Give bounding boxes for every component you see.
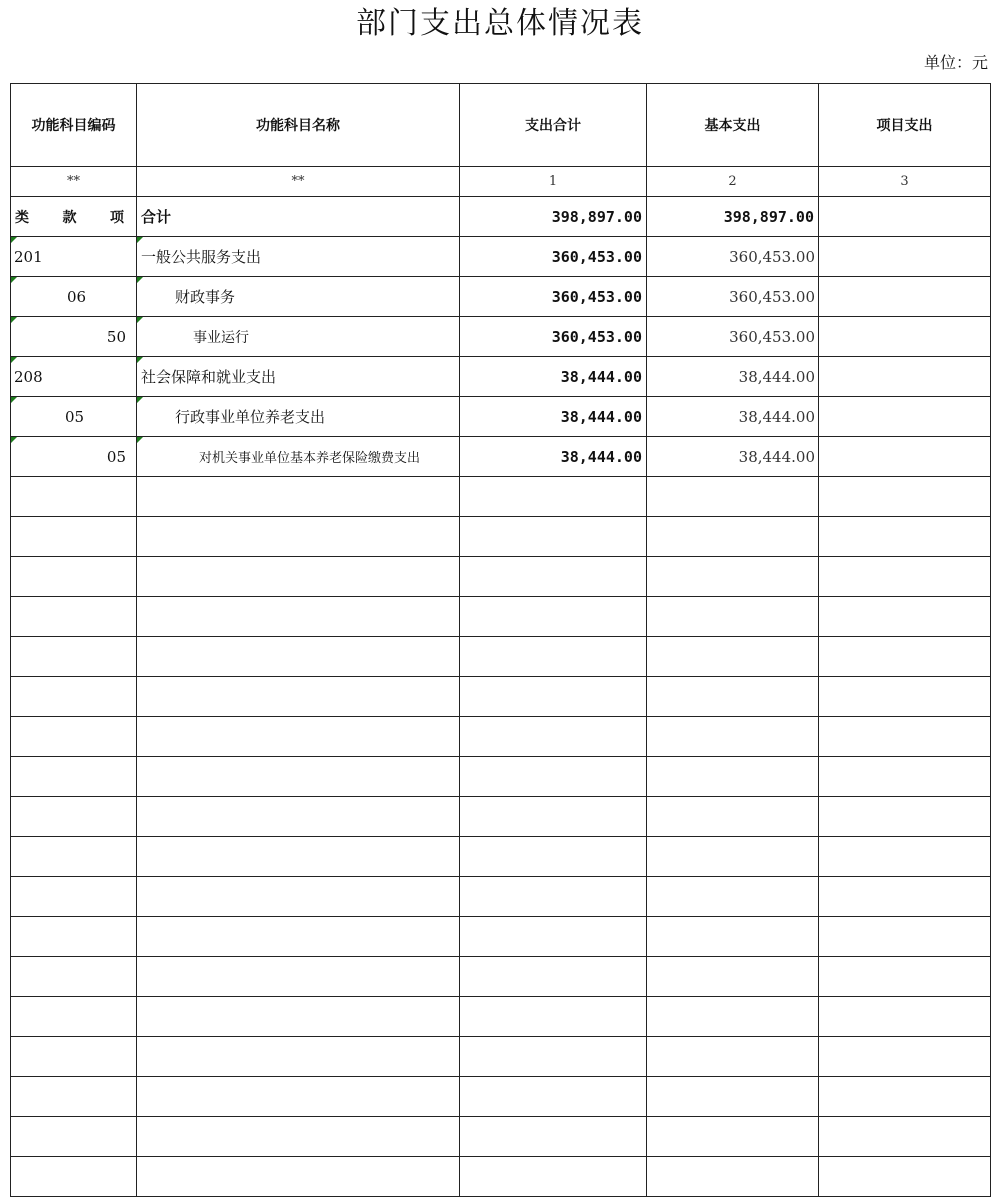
category-label-lei: 类 xyxy=(15,209,29,226)
empty-row xyxy=(11,637,991,677)
index-cell: ** xyxy=(11,167,137,197)
basic-expenditure: 360,453.00 xyxy=(647,277,819,317)
project-expenditure xyxy=(819,357,991,397)
project-expenditure xyxy=(819,237,991,277)
function-code: 50 xyxy=(11,317,137,357)
category-labels-cell xyxy=(11,197,137,237)
category-label-xiang: 项 xyxy=(110,209,124,226)
function-name: 对机关事业单位基本养老保险缴费支出 xyxy=(137,437,460,477)
basic-expenditure: 38,444.00 xyxy=(647,357,819,397)
total-expenditure: 38,444.00 xyxy=(460,437,647,477)
index-cell: 3 xyxy=(819,167,991,197)
empty-row xyxy=(11,1157,991,1197)
empty-row xyxy=(11,1037,991,1077)
total-expenditure: 360,453.00 xyxy=(460,237,647,277)
header-name: 功能科目名称 xyxy=(137,84,460,167)
empty-row xyxy=(11,477,991,517)
project-expenditure xyxy=(819,397,991,437)
empty-row xyxy=(11,1117,991,1157)
empty-row xyxy=(11,717,991,757)
function-code: 208 xyxy=(11,357,137,397)
table-row xyxy=(11,437,991,477)
index-cell: 1 xyxy=(460,167,647,197)
empty-row xyxy=(11,757,991,797)
total-project xyxy=(819,197,991,237)
basic-expenditure: 38,444.00 xyxy=(647,437,819,477)
total-expenditure: 38,444.00 xyxy=(460,357,647,397)
empty-row xyxy=(11,557,991,597)
table-row xyxy=(11,277,991,317)
expenditure-table xyxy=(10,83,991,1197)
empty-row xyxy=(11,517,991,557)
unit-label: 单位：元 xyxy=(923,53,988,72)
total-basic: 398,897.00 xyxy=(647,197,819,237)
project-expenditure xyxy=(819,317,991,357)
index-cell: 2 xyxy=(647,167,819,197)
table-row xyxy=(11,397,991,437)
header-project: 项目支出 xyxy=(819,84,991,167)
empty-row xyxy=(11,917,991,957)
empty-row xyxy=(11,877,991,917)
basic-expenditure: 38,444.00 xyxy=(647,397,819,437)
empty-row xyxy=(11,597,991,637)
empty-row xyxy=(11,1077,991,1117)
function-code: 05 xyxy=(11,437,137,477)
basic-expenditure: 360,453.00 xyxy=(647,237,819,277)
empty-row xyxy=(11,997,991,1037)
total-expenditure: 360,453.00 xyxy=(460,317,647,357)
index-row xyxy=(11,167,991,197)
page-title: 部门支出总体情况表 xyxy=(356,6,644,41)
total-row xyxy=(11,197,991,237)
table-row xyxy=(11,237,991,277)
empty-row xyxy=(11,837,991,877)
category-label-kuan: 款 xyxy=(62,209,77,226)
function-name: 行政事业单位养老支出 xyxy=(137,397,460,437)
function-name: 事业运行 xyxy=(137,317,460,357)
project-expenditure xyxy=(819,277,991,317)
empty-row xyxy=(11,957,991,997)
header-row xyxy=(11,84,991,167)
project-expenditure xyxy=(819,437,991,477)
function-code: 06 xyxy=(11,277,137,317)
function-code: 05 xyxy=(11,397,137,437)
basic-expenditure: 360,453.00 xyxy=(647,317,819,357)
table-row xyxy=(11,357,991,397)
total-expenditure: 360,453.00 xyxy=(460,277,647,317)
total-sum: 398,897.00 xyxy=(460,197,647,237)
header-total: 支出合计 xyxy=(460,84,647,167)
header-code: 功能科目编码 xyxy=(11,84,137,167)
total-label: 合计 xyxy=(137,197,460,237)
function-name: 一般公共服务支出 xyxy=(137,237,460,277)
table-row xyxy=(11,317,991,357)
empty-row xyxy=(11,797,991,837)
empty-row xyxy=(11,677,991,717)
function-name: 财政事务 xyxy=(137,277,460,317)
total-expenditure: 38,444.00 xyxy=(460,397,647,437)
function-code: 201 xyxy=(11,237,137,277)
index-cell: ** xyxy=(137,167,460,197)
header-basic: 基本支出 xyxy=(647,84,819,167)
function-name: 社会保障和就业支出 xyxy=(137,357,460,397)
